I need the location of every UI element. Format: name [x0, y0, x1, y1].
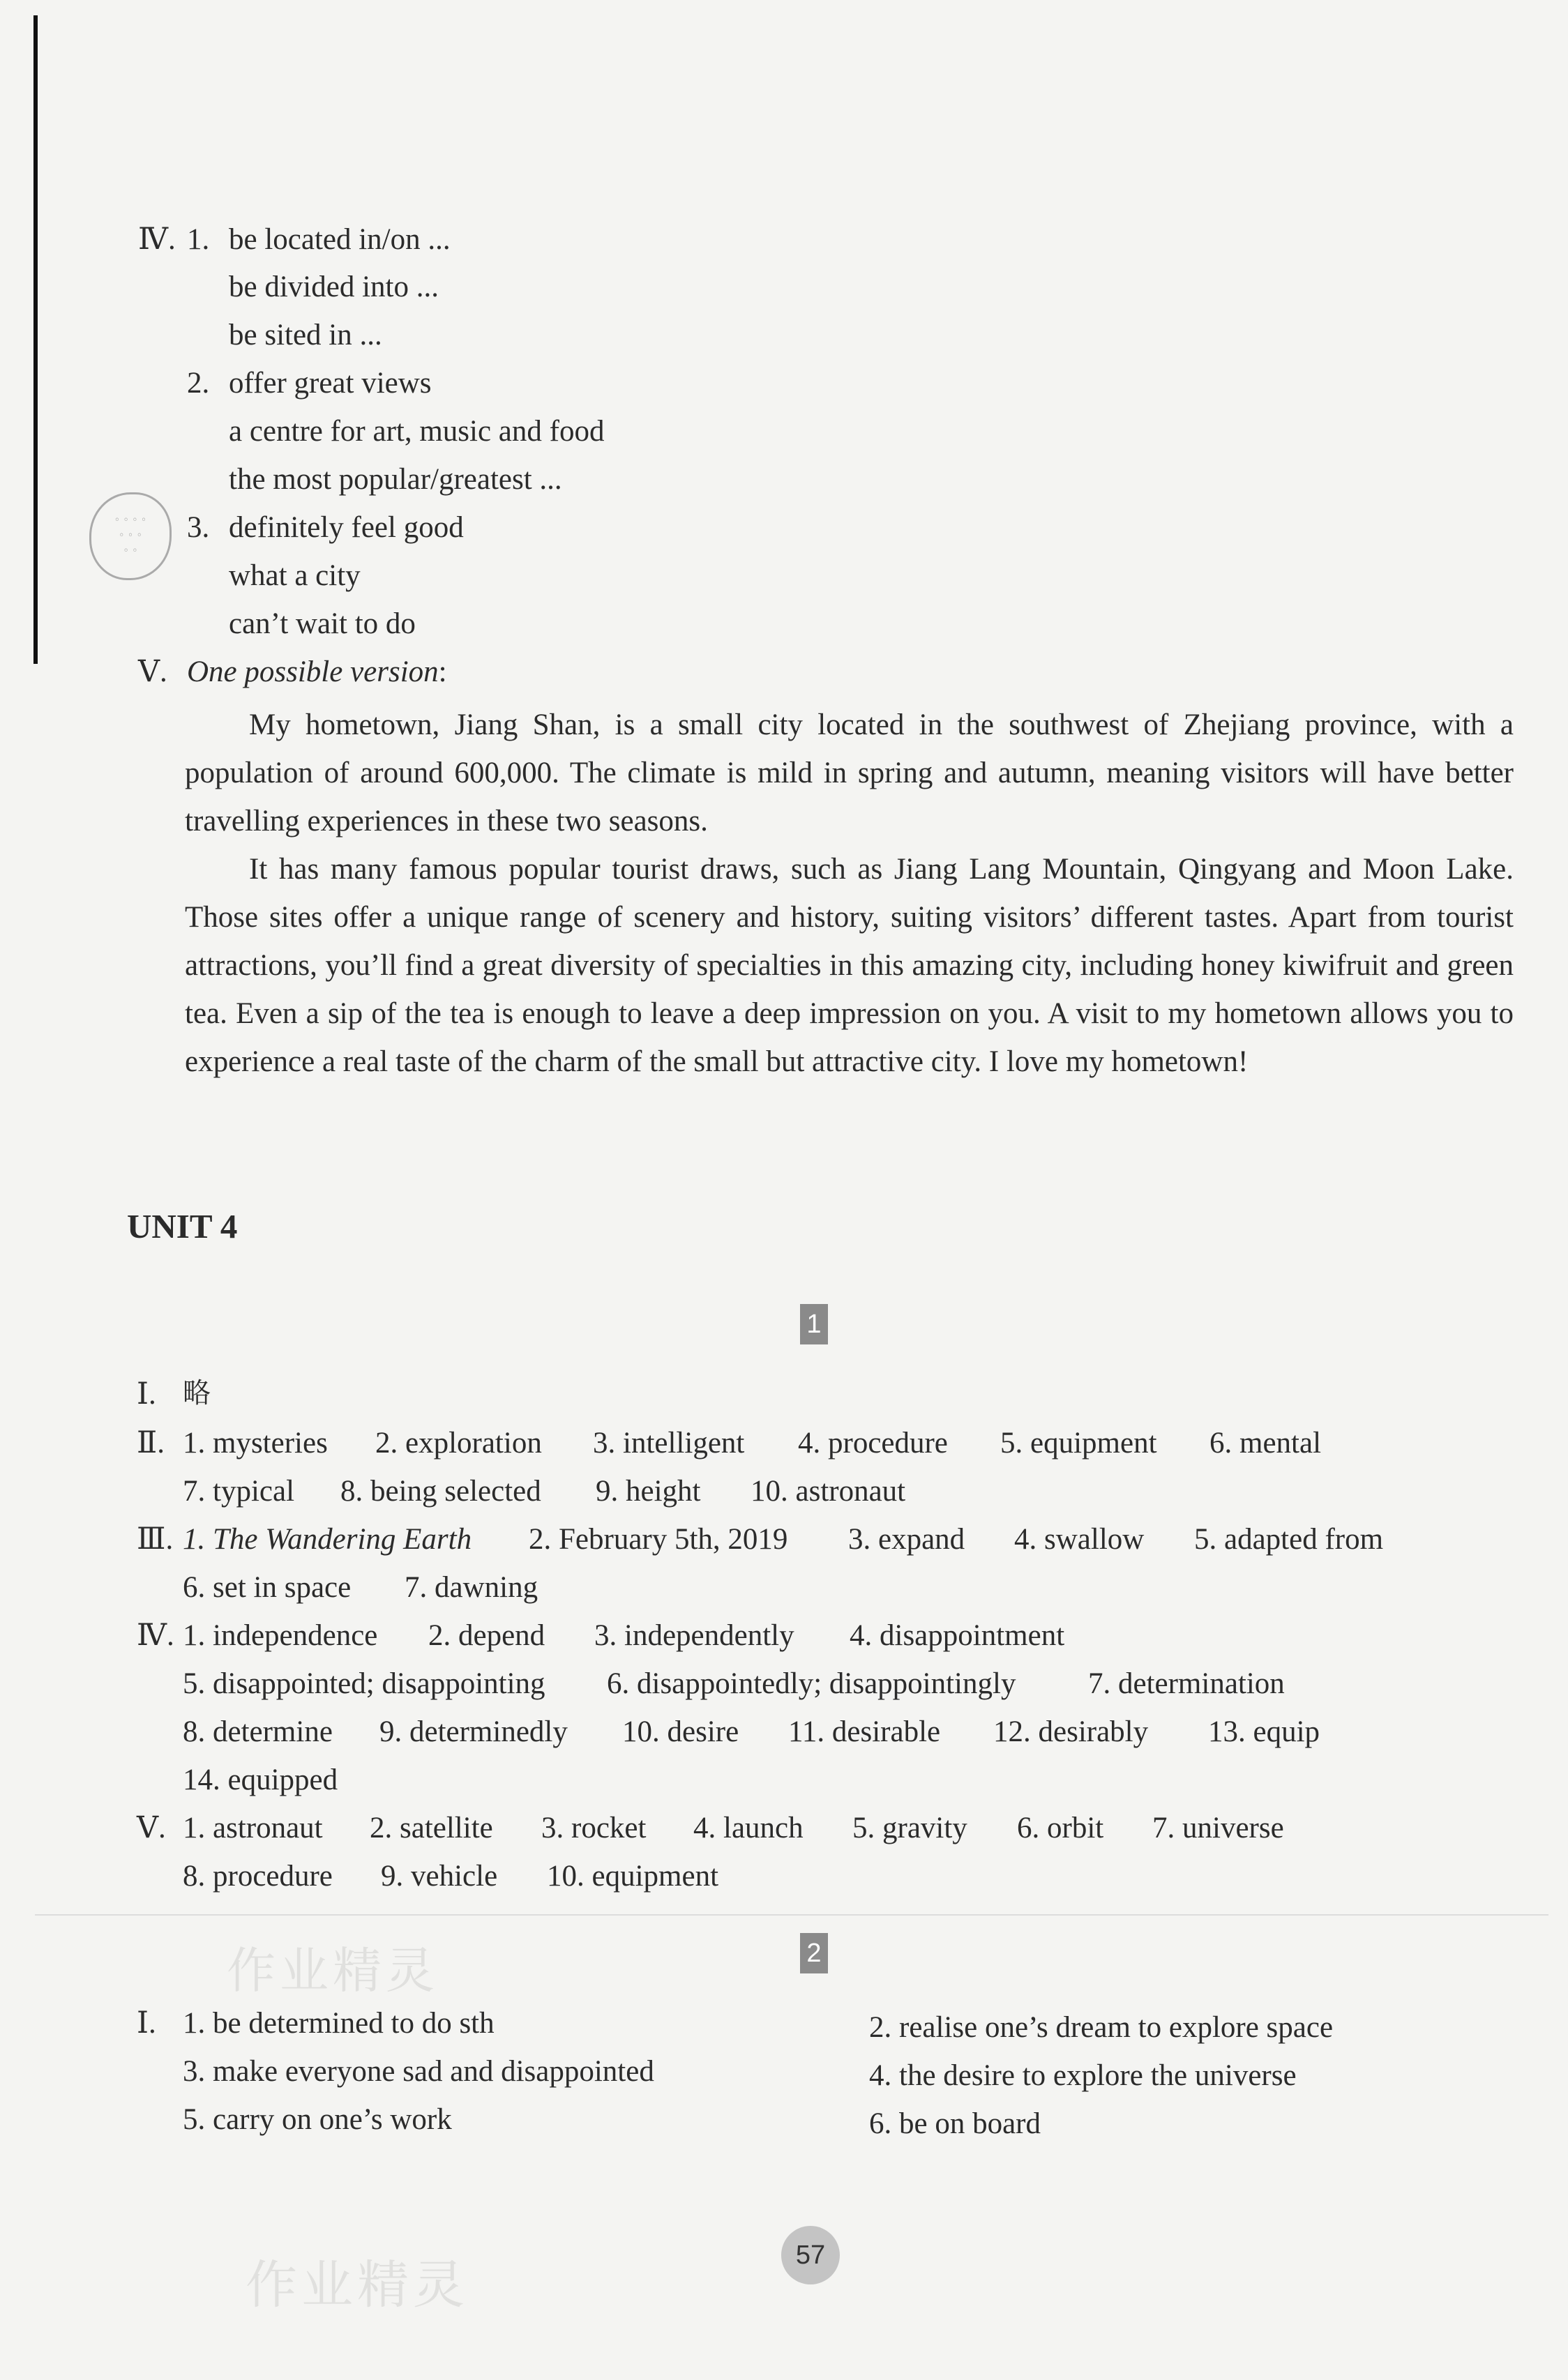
- p1-r2-i2: 2. exploration: [375, 1427, 542, 1460]
- p1-r8-i3: 10. desire: [622, 1715, 739, 1748]
- p1-r10-i6: 6. orbit: [1017, 1812, 1104, 1844]
- p1-r8-i5: 12. desirably: [993, 1715, 1149, 1748]
- p1-r4-i3: 3. expand: [848, 1523, 965, 1556]
- p1-r8-i1: 8. determine: [183, 1715, 333, 1748]
- version-heading: [187, 657, 447, 687]
- p2-roman: Ⅰ.: [137, 2007, 156, 2040]
- p1-r6-i1: 1. independence: [183, 1619, 378, 1652]
- s4-line-2: be divided into ...: [229, 271, 439, 303]
- p1-r6-i4: 4. disappointment: [850, 1619, 1065, 1652]
- publisher-seal: ◦ ◦ ◦ ◦ ◦ ◦ ◦ ◦ ◦: [89, 492, 172, 580]
- s4-line-1: be located in/on ...: [229, 223, 451, 256]
- p1-r7-i2: 6. disappointedly; disappointingly: [607, 1667, 1016, 1700]
- p1-r5-i1: 6. set in space: [183, 1571, 352, 1604]
- s4-num-2: 2.: [187, 367, 210, 400]
- p1-roman-1: Ⅰ.: [137, 1378, 156, 1411]
- s4-line-8: what a city: [229, 559, 361, 592]
- p1-r2-i6: 6. mental: [1209, 1427, 1322, 1460]
- p1-r3-i2: 8. being selected: [340, 1475, 541, 1508]
- watermark-top: 作业精灵: [227, 1942, 439, 1999]
- p1-r11-i1: 8. procedure: [183, 1860, 333, 1893]
- s4-line-6: the most popular/greatest ...: [229, 463, 562, 496]
- p2-left-3: 5. carry on one’s work: [183, 2103, 452, 2136]
- s4-num-1: 1.: [187, 223, 210, 256]
- p1-r10-i5: 5. gravity: [852, 1812, 967, 1844]
- p1-r5-i2: 7. dawning: [405, 1571, 538, 1604]
- p2-left-1: 1. be determined to do sth: [183, 2007, 495, 2040]
- s4-num-3: 3.: [187, 511, 210, 544]
- p1-r10-i4: 4. launch: [693, 1812, 804, 1844]
- s4-line-4: offer great views: [229, 367, 432, 400]
- p1-r4-i1: 1. The Wandering Earth: [183, 1523, 472, 1556]
- watermark-bottom: 作业精灵: [246, 2255, 469, 2315]
- p1-r10-i3: 3. rocket: [541, 1812, 647, 1844]
- p2-right-2: 4. the desire to explore the universe: [869, 2059, 1297, 2092]
- p1-r2-i1: 1. mysteries: [183, 1427, 328, 1460]
- p1-r10-i7: 7. universe: [1152, 1812, 1284, 1844]
- p1-r6-i2: 2. depend: [428, 1619, 545, 1652]
- p1-r3-i1: 7. typical: [183, 1475, 295, 1508]
- section-divider: [35, 1914, 1548, 1916]
- p2-right-1: 2. realise one’s dream to explore space: [869, 2011, 1334, 2044]
- p1-r11-i2: 9. vehicle: [381, 1860, 498, 1893]
- version-label: One possible version: [187, 655, 439, 688]
- p1-r10-i1: 1. astronaut: [183, 1812, 323, 1844]
- p1-r4-i5: 5. adapted from: [1194, 1523, 1384, 1556]
- p2-left-2: 3. make everyone sad and disappointed: [183, 2055, 654, 2088]
- p1-r3-i4: 10. astronaut: [751, 1475, 906, 1508]
- p1-roman-2: Ⅱ.: [137, 1427, 165, 1460]
- unit-title: UNIT 4: [127, 1207, 238, 1245]
- part-1-badge: 1: [800, 1304, 828, 1344]
- s4-line-9: can’t wait to do: [229, 607, 416, 640]
- p1-roman-4: Ⅳ.: [137, 1619, 174, 1652]
- page-number: 57: [781, 2226, 840, 2284]
- p1-r4-i4: 4. swallow: [1014, 1523, 1145, 1556]
- essay-paragraph-2: It has many famous popular tourist draws, such as Jiang Lang Mountain, Qingyang and Moon Lake. Those sites offer a unique range of scenery and history, suiting visitors’ different tastes. Apart from tourist attractions, you’ll find a great diversity of specialties in this amazing city, including honey kiwifruit and green tea. Even a sip of the tea is enough to leave a deep impression on you. A visit to my hometown allows you to experience a real taste of the charm of the small but attractive city. I love my hometown!: [185, 853, 1514, 1078]
- p1-r9-i1: 14. equipped: [183, 1764, 338, 1796]
- p1-r11-i3: 10. equipment: [547, 1860, 719, 1893]
- p1-r2-i5: 5. equipment: [1000, 1427, 1157, 1460]
- s4-line-5: a centre for art, music and food: [229, 415, 605, 448]
- p1-r2-i4: 4. procedure: [798, 1427, 948, 1460]
- p1-r8-i4: 11. desirable: [788, 1715, 941, 1748]
- p1-r7-i1: 5. disappointed; disappointing: [183, 1667, 545, 1700]
- part-2-badge: 2: [800, 1933, 828, 1973]
- s4-line-7: definitely feel good: [229, 511, 464, 544]
- p1-r4-i2: 2. February 5th, 2019: [529, 1523, 788, 1556]
- p1-r7-i3: 7. determination: [1088, 1667, 1285, 1700]
- p1-roman-5: Ⅴ.: [137, 1812, 166, 1844]
- p1-r8-i6: 13. equip: [1208, 1715, 1320, 1748]
- p1-r3-i3: 9. height: [596, 1475, 701, 1508]
- p1-roman-3: Ⅲ.: [137, 1523, 174, 1556]
- section-v-roman: Ⅴ.: [138, 655, 167, 688]
- p1-r8-i2: 9. determinedly: [379, 1715, 568, 1748]
- p1-r2-i3: 3. intelligent: [593, 1427, 745, 1460]
- p1-r10-i2: 2. satellite: [370, 1812, 493, 1844]
- binding-line: [33, 15, 38, 664]
- section-iv-roman: Ⅳ.: [138, 223, 176, 256]
- p1-r1-i1: 略: [183, 1377, 211, 1409]
- version-colon: :: [438, 655, 447, 688]
- p1-r6-i3: 3. independently: [594, 1619, 794, 1652]
- s4-line-3: be sited in ...: [229, 319, 382, 351]
- essay-paragraph-1: My hometown, Jiang Shan, is a small city located in the southwest of Zhejiang province, with a population of around 600,000. The climate is mild in spring and autumn, meaning visitors will have better travelling experiences in these two seasons.: [185, 708, 1514, 837]
- p2-right-3: 6. be on board: [869, 2107, 1041, 2140]
